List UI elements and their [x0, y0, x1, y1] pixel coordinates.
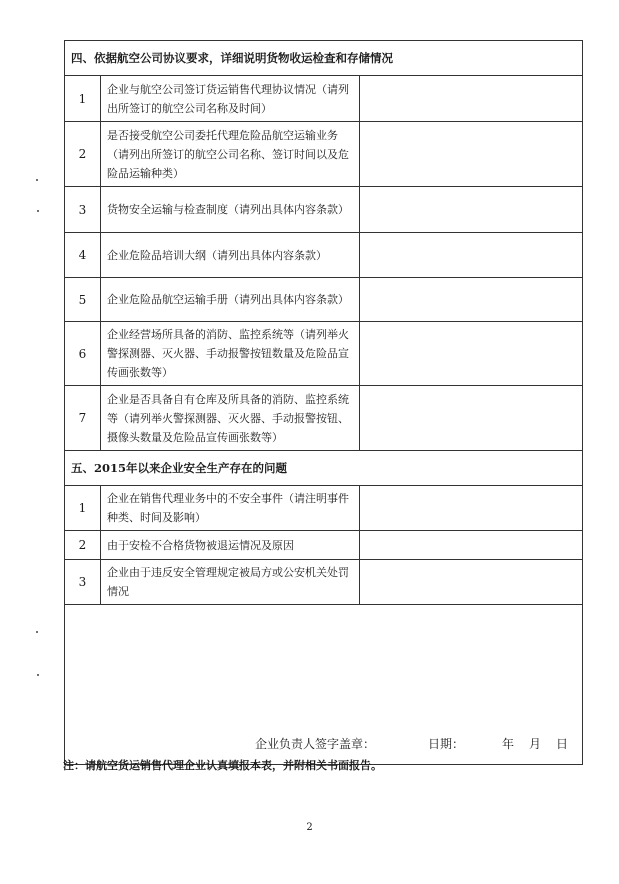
- row-description: 企业是否具备自有仓库及所具备的消防、监控系统等（请列举火警探测器、灭火器、手动报警按钮、摄像头数量及危险品宣传画张数等）: [101, 386, 360, 451]
- row-number: 5: [65, 278, 101, 322]
- section4-title: 四、依据航空公司协议要求，详细说明货物收运检查和存储情况: [65, 41, 583, 76]
- year-label: 年: [502, 737, 515, 751]
- row-number: 7: [65, 386, 101, 451]
- page-number: 2: [306, 822, 313, 833]
- margin-mark: [36, 631, 38, 633]
- answer-cell[interactable]: [360, 322, 583, 386]
- answer-cell[interactable]: [360, 560, 583, 605]
- row-number: 2: [65, 122, 101, 187]
- table-row: [65, 233, 583, 278]
- section5-title: 五、2015年以来企业安全生产存在的问题: [65, 451, 583, 486]
- row-number: 2: [65, 531, 101, 560]
- row-description: 由于安检不合格货物被退运情况及原因: [101, 531, 360, 560]
- row-description: 企业危险品航空运输手册（请列出具体内容条款）: [101, 278, 360, 322]
- table-row: [65, 278, 583, 322]
- row-description: 企业在销售代理业务中的不安全事件（请注明事件种类、时间及影响）: [101, 486, 360, 531]
- row-description: 企业与航空公司签订货运销售代理协议情况（请列出所签订的航空公司名称及时间）: [101, 76, 360, 122]
- row-number: 1: [65, 486, 101, 531]
- footnote: 注：请航空货运销售代理企业认真填报本表，并附相关书面报告。: [63, 759, 382, 772]
- row-number: 6: [65, 322, 101, 386]
- answer-cell[interactable]: [360, 187, 583, 233]
- row-number: 1: [65, 76, 101, 122]
- answer-cell[interactable]: [360, 531, 583, 560]
- table-row: [65, 187, 583, 233]
- day-label: 日: [556, 737, 569, 751]
- answer-cell[interactable]: [360, 122, 583, 187]
- row-description: 货物安全运输与检查制度（请列出具体内容条款）: [101, 187, 360, 233]
- table-row: [65, 76, 583, 122]
- row-number: 3: [65, 560, 101, 605]
- row-number: 3: [65, 187, 101, 233]
- section4-header-row: [65, 41, 583, 76]
- row-number: 4: [65, 233, 101, 278]
- table-row: [65, 122, 583, 187]
- margin-mark: [37, 674, 39, 676]
- row-description: 企业经营场所具备的消防、监控系统等（请列举火警探测器、灭火器、手动报警按钮数量及危险品宣传画张数等）: [101, 322, 360, 386]
- answer-cell[interactable]: [360, 278, 583, 322]
- answer-cell[interactable]: [360, 233, 583, 278]
- answer-cell[interactable]: [360, 486, 583, 531]
- table-row: [65, 560, 583, 605]
- report-form-table: [64, 40, 583, 765]
- margin-mark: [37, 210, 39, 212]
- table-row: [65, 486, 583, 531]
- row-description: 企业危险品培训大纲（请列出具体内容条款）: [101, 233, 360, 278]
- row-description: 是否接受航空公司委托代理危险品航空运输业务（请列出所签订的航空公司名称、签订时间以及危险品运输种类）: [101, 122, 360, 187]
- signature-label: 企业负责人签字盖章：: [255, 737, 376, 751]
- signature-area[interactable]: [65, 605, 583, 765]
- date-label: 日期：: [428, 737, 465, 751]
- answer-cell[interactable]: [360, 76, 583, 122]
- answer-cell[interactable]: [360, 386, 583, 451]
- table-row: [65, 386, 583, 451]
- signature-row: [65, 605, 583, 765]
- section5-header-row: [65, 451, 583, 486]
- month-label: 月: [529, 737, 542, 751]
- table-row: [65, 531, 583, 560]
- row-description: 企业由于违反安全管理规定被局方或公安机关处罚情况: [101, 560, 360, 605]
- table-row: [65, 322, 583, 386]
- margin-mark: [36, 179, 38, 181]
